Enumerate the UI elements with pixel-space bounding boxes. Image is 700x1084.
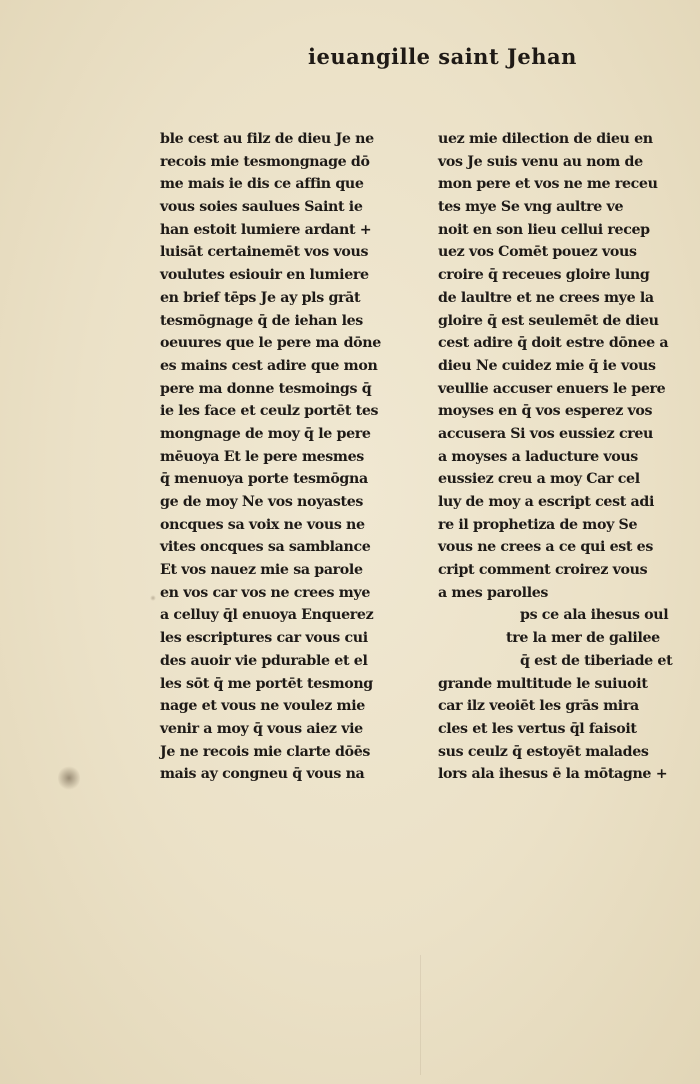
text-line: vous soies saulues Saint ie [160, 199, 363, 216]
text-line: cript comment croirez vous [438, 562, 648, 579]
text-line: Je ne recois mie clarte dōēs [160, 743, 371, 760]
left-text-column [160, 128, 400, 786]
text-line: tre la mer de galilee [506, 630, 660, 647]
text-line: tes mye Se vng aultre ve [438, 199, 624, 216]
text-line: Et vos nauez mie sa parole [160, 562, 363, 579]
running-head: ieuangille saint Jehan [308, 44, 577, 69]
text-line: veullie accuser enuers le pere [438, 380, 666, 397]
text-line: des auoir vie pdurable et el [160, 652, 368, 669]
text-line: nage et vous ne voulez mie [160, 698, 365, 715]
text-line: me mais ie dis ce affin que [160, 176, 364, 193]
text-line: mongnage de moy q̄ le pere [160, 425, 371, 442]
text-line: les escriptures car vous cui [160, 630, 368, 647]
text-line: cles et les vertus q̄l faisoit [438, 720, 637, 737]
text-line: grande multitude le suiuoit [438, 675, 648, 692]
text-line: croire q̄ receues gloire lung [438, 267, 650, 284]
text-line: es mains cest adire que mon [160, 357, 378, 374]
text-line: ps ce ala ihesus oul [520, 607, 669, 624]
text-line: a celluy q̄l enuoya Enquerez [160, 607, 374, 624]
text-line: luisāt certainemēt vos vous [160, 244, 369, 261]
text-line: moyses en q̄ vos esperez vos [438, 403, 653, 420]
text-line: car ilz veoiēt les grās mira [438, 698, 639, 715]
text-line: mēuoya Et le pere mesmes [160, 448, 364, 465]
text-line: dieu Ne cuidez mie q̄ ie vous [438, 357, 656, 374]
text-line: pere ma donne tesmoings q̄ [160, 380, 372, 397]
text-line: q̄ est de tiberiade et [520, 652, 673, 669]
text-line: venir a moy q̄ vous aiez vie [160, 720, 363, 737]
text-line: cest adire q̄ doit estre dōnee a [438, 335, 669, 352]
text-line: oncques sa voix ne vous ne [160, 516, 365, 533]
text-line: a moyses a laducture vous [438, 448, 638, 465]
text-line: lors ala ihesus ē la mōtagne + [438, 766, 668, 783]
text-line: re il prophetiza de moy Se [438, 516, 638, 533]
text-line: oeuures que le pere ma dōne [160, 335, 381, 352]
text-line: gloire q̄ est seulemēt de dieu [438, 312, 659, 329]
right-text-column [438, 128, 680, 786]
text-line: accusera Si vos eussiez creu [438, 425, 653, 442]
text-line: mais ay congneu q̄ vous na [160, 766, 365, 783]
text-line: en vos car vos ne crees mye [160, 584, 370, 601]
text-line: q̄ menuoya porte tesmōgna [160, 471, 368, 488]
text-line: eussiez creu a moy Car cel [438, 471, 640, 488]
text-line: ble cest au filz de dieu Je ne [160, 131, 374, 147]
text-line: luy de moy a escript cest adi [438, 494, 654, 510]
paper-crease [420, 955, 421, 1075]
text-line: les sōt q̄ me portēt tesmong [160, 675, 373, 692]
text-line: han estoit lumiere ardant + [160, 221, 372, 238]
ink-stain [58, 765, 80, 791]
text-line: vous ne crees a ce qui est es [438, 539, 653, 556]
ink-stain [150, 595, 156, 601]
text-line: vos Je suis venu au nom de [438, 153, 643, 170]
text-line: en brief tēps Je ay pls grāt [160, 289, 361, 306]
text-line: tesmōgnage q̄ de iehan les [160, 312, 363, 329]
text-line: de laultre et ne crees mye la [438, 289, 654, 306]
text-line: uez mie dilection de dieu en [438, 131, 653, 147]
text-line: voulutes esiouir en lumiere [160, 267, 369, 284]
text-line: vites oncques sa samblance [160, 539, 371, 556]
text-line: noit en son lieu cellui recep [438, 221, 650, 238]
text-line: ie les face et ceulz portēt tes [160, 403, 379, 420]
text-line: ge de moy Ne vos noyastes [160, 494, 364, 510]
text-line: uez vos Comēt pouez vous [438, 244, 637, 261]
text-line: mon pere et vos ne me receu [438, 176, 658, 193]
text-line: sus ceulz q̄ estoyēt malades [438, 743, 649, 760]
text-line: recois mie tesmongnage dō [160, 153, 370, 170]
text-line: a mes parolles [438, 584, 549, 601]
